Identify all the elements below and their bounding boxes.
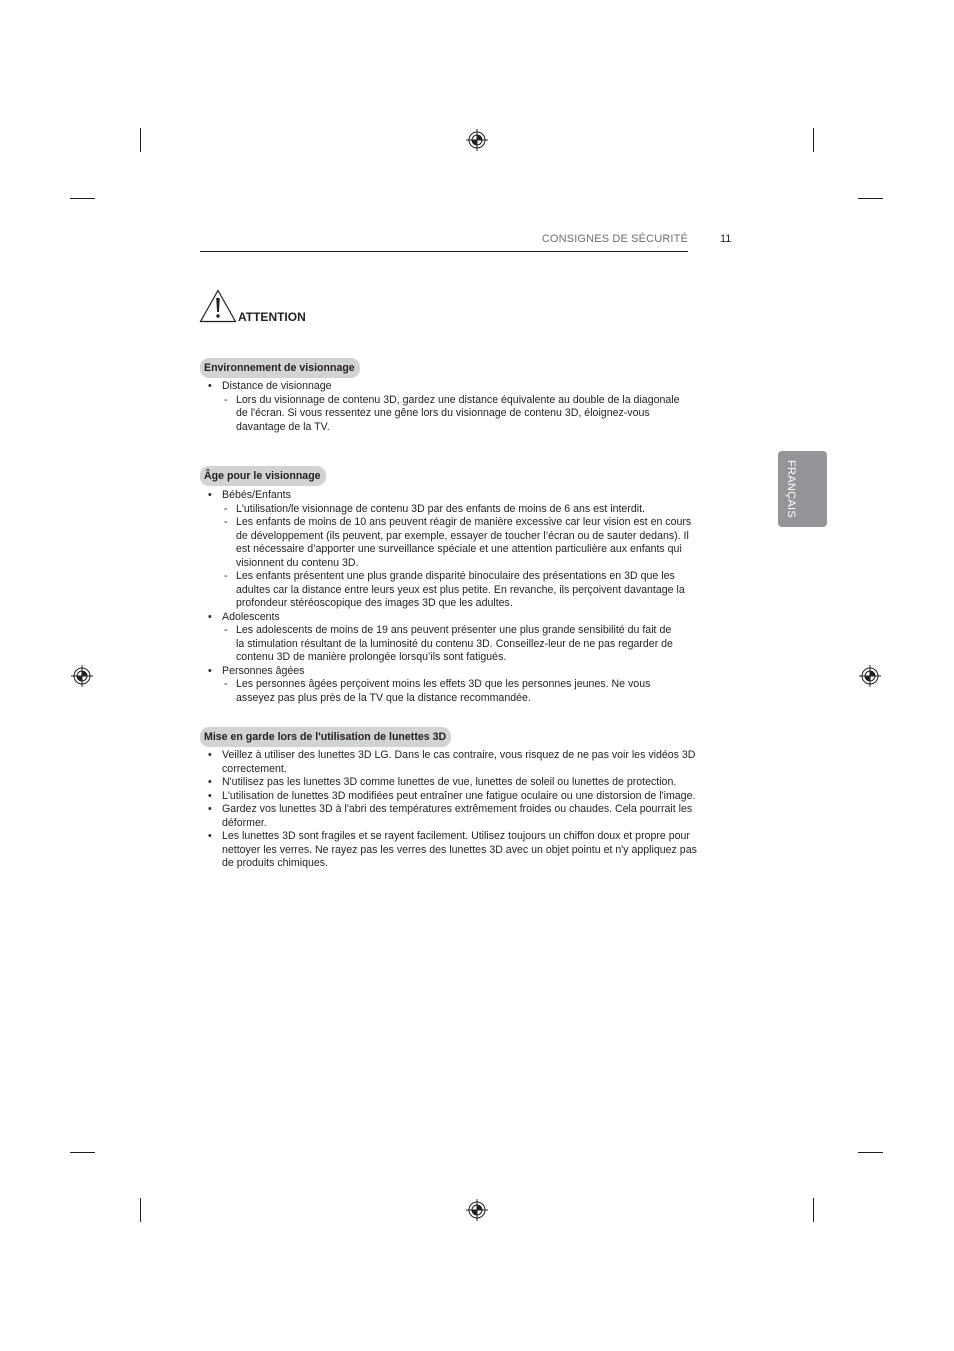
- bullet-item: [200, 380, 740, 394]
- crop-mark-right-bottom: [858, 1152, 883, 1153]
- text-line: est nécessaire d’apporter une surveillance spéciale et une attention particulière aux enfants qui: [236, 543, 682, 555]
- registration-mark-icon: [466, 1199, 488, 1221]
- warning-triangle-icon: [199, 289, 237, 323]
- text-line: • L'utilisation de lunettes 3D modifiées peut entraîner une fatigue oculaire ou une distorsion de l'image.: [222, 789, 696, 802]
- bullet-item: [200, 665, 740, 679]
- text-line: - L'utilisation/le visionnage de contenu 3D par des enfants de moins de 6 ans est interdit.: [236, 502, 645, 515]
- bullet-item-label: • Bébés/Enfants: [222, 489, 291, 501]
- bullet-item: [200, 749, 740, 776]
- text-line: - Les personnes âgées perçoivent moins les effets 3D que les personnes jeunes. Ne vous: [236, 678, 651, 690]
- text-line: de développement (ils peuvent, par exemple, essayer de toucher l’écran ou de sauter dedans). Il: [236, 529, 689, 542]
- bullet-item: [200, 611, 740, 625]
- text-line: - Les enfants présentent une plus grande disparité binoculaire des présentations en 3D que les: [236, 570, 675, 582]
- bullet-item-label: • Personnes âgées: [222, 664, 305, 677]
- attention-heading: ATTENTION: [238, 310, 306, 324]
- crop-mark-left-top: [70, 198, 95, 199]
- text-line: - Les enfants de moins de 10 ans peuvent réagir de manière excessive car leur vision est en cours: [236, 516, 692, 528]
- dash-item: [200, 678, 740, 705]
- section-list-viewing-age: [200, 489, 740, 705]
- text-line: profondeur stéréoscopique des images 3D que les adultes.: [236, 597, 513, 609]
- text-line: déformer.: [222, 816, 267, 829]
- text-line: contenu 3D de manière prolongée lorsqu’ils sont fatigués.: [236, 651, 507, 663]
- bullet-item: [200, 776, 740, 790]
- registration-mark-icon: [466, 129, 488, 151]
- section-list-viewing-environment: [200, 380, 740, 434]
- section-list-3d-glasses-warning: [200, 749, 740, 871]
- header-divider: [200, 251, 688, 252]
- text-line: • Gardez vos lunettes 3D à l'abri des températures extrêmement froides ou chaudes. Cela pourrait les: [222, 803, 693, 815]
- text-line: de l'écran. Si vous ressentez une gêne lors du visionnage de contenu 3D, éloignez-vous: [236, 407, 650, 419]
- section-heading-3d-glasses-warning: Mise en garde lors de l'utilisation de lunettes 3D: [200, 727, 451, 747]
- text-line: la stimulation résultant de la luminosité du contenu 3D. Conseillez-leur de ne pas regarder de: [236, 637, 673, 650]
- dash-item: [200, 570, 740, 611]
- text-line: • Veillez à utiliser des lunettes 3D LG. Dans le cas contraire, vous risquez de ne pas voir les vidéos 3D: [222, 749, 696, 761]
- bullet-item-label: • Distance de visionnage: [222, 380, 332, 392]
- bullet-item: [200, 830, 740, 871]
- text-line: adultes car la distance entre leurs yeux est plus petite. En revanche, ils perçoivent davantage la: [236, 583, 685, 596]
- bullet-item: [200, 803, 740, 830]
- text-line: • Les lunettes 3D sont fragiles et se rayent facilement. Utilisez toujours un chiffon doux et propre pour: [222, 830, 690, 842]
- section-heading-viewing-environment: Environnement de visionnage: [200, 358, 360, 378]
- crop-mark-top-left: [140, 128, 141, 152]
- crop-mark-right-top: [858, 198, 883, 199]
- dash-item: [200, 503, 740, 517]
- dash-item: [200, 394, 740, 435]
- registration-mark-icon: [71, 665, 93, 687]
- section-heading-viewing-age: Âge pour le visionnage: [200, 466, 326, 486]
- bullet-item-label: • Adolescents: [222, 610, 280, 623]
- dash-item: [200, 516, 740, 570]
- running-header-title: CONSIGNES DE SÉCURITÉ: [541, 233, 688, 245]
- dash-item: [200, 624, 740, 665]
- text-line: nettoyer les verres. Ne rayez pas les verres des lunettes 3D avec un objet pointu et n'y appliquez pas: [222, 843, 697, 856]
- language-tab-label: FRANÇAIS: [785, 460, 797, 519]
- text-line: • N'utilisez pas les lunettes 3D comme lunettes de vue, lunettes de soleil ou lunettes de protection.: [222, 776, 677, 788]
- text-line: - Les adolescents de moins de 19 ans peuvent présenter une plus grande sensibilité du fait de: [236, 624, 672, 636]
- crop-mark-left-bottom: [70, 1152, 95, 1153]
- crop-mark-bottom-right: [813, 1198, 814, 1222]
- registration-mark-icon: [859, 665, 881, 687]
- crop-mark-bottom-left: [140, 1198, 141, 1222]
- text-line: correctement.: [222, 762, 287, 775]
- text-line: davantage de la TV.: [236, 420, 330, 433]
- text-line: asseyez pas plus près de la TV que la distance recommandée.: [236, 691, 531, 704]
- text-line: visionnent du contenu 3D.: [236, 556, 359, 569]
- page-number: 11: [720, 233, 732, 245]
- text-line: - Lors du visionnage de contenu 3D, gardez une distance équivalente au double de la diagonale: [236, 393, 680, 406]
- text-line: de produits chimiques.: [222, 857, 328, 869]
- crop-mark-top-right: [813, 128, 814, 152]
- bullet-item: [200, 489, 740, 503]
- bullet-item: [200, 790, 740, 804]
